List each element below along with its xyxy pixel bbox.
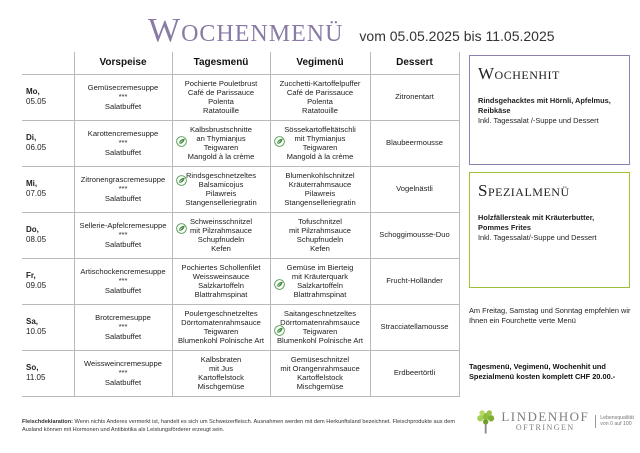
vegi-dish [271, 125, 370, 162]
dish-line: *** [118, 368, 128, 378]
dish-line: Polenta [208, 97, 234, 106]
fourchette-verte-leaf-icon [274, 325, 285, 336]
dish-line: Artischockencremesuppe [80, 267, 166, 277]
dish-line: mit Pilzrahmsauce [189, 225, 253, 235]
vegi-dish [271, 79, 370, 116]
dish-line: Salatbuffet [104, 285, 142, 295]
fourchette-verte-leaf-icon [274, 279, 285, 290]
dish-line: Kartoffelstock [198, 373, 244, 382]
logo-tagline [595, 415, 634, 428]
column-header-vorspeise: Vorspeise [74, 52, 172, 74]
dish-line: Dörrtomatenrahmsauce [181, 317, 261, 327]
dish-line: *** [118, 138, 128, 148]
table-row [22, 304, 459, 350]
fourchette-verte-leaf-icon [176, 136, 187, 147]
vegi-cell [270, 212, 370, 258]
dish-line: Salatbuffet [104, 147, 142, 157]
dish-line: mit Orangenrahmsauce [280, 363, 360, 373]
dish-line: Kräuterrahmsauce [288, 179, 352, 189]
vorspeise-dish [75, 175, 172, 203]
vegi-cell [270, 120, 370, 166]
dish-line: Café de Parissauce [187, 87, 255, 97]
tages-cell [172, 166, 270, 212]
dish-line: Teigwaren [302, 143, 338, 152]
day-name: Do, [26, 225, 39, 234]
tages-dish [173, 79, 270, 116]
day-cell [22, 350, 74, 396]
fourchette-verte-leaf-icon [176, 175, 187, 186]
dish-line: Ratatouille [302, 106, 338, 116]
tages-dish [173, 309, 270, 346]
dish-line: Brotcremesuppe [95, 313, 151, 323]
dish-line: Blumenkohl Polnische Art [276, 336, 364, 346]
dish-line: Schweinsschnitzel [189, 216, 253, 226]
vegi-dish [271, 263, 370, 300]
dessert-cell: Vogelnästli [370, 166, 459, 212]
day-name: So, [26, 363, 39, 372]
day-date: 10.05 [26, 327, 47, 336]
dish-line: Schupfnudeln [197, 235, 245, 244]
dish-line: Gemüse im Bierteig [286, 262, 354, 272]
table-row [22, 120, 459, 166]
menu-table [22, 52, 460, 397]
dish-line: Salatbuffet [104, 239, 142, 249]
vorspeise-dish [75, 83, 172, 111]
vorspeise-cell [74, 258, 172, 304]
dish-line: Café de Parissauce [286, 87, 354, 97]
dish-line: Poulетgeschnetzeltes [184, 308, 258, 318]
dish-line: Blattrahmspinat [194, 290, 248, 300]
lindenhof-logo [474, 404, 634, 438]
dish-line: *** [118, 322, 128, 332]
dish-line: Salatbuffet [104, 377, 142, 387]
dish-line: Stangenselleriegratin [185, 198, 257, 208]
dessert-cell: Zitronentart [370, 74, 459, 120]
dish-line: *** [118, 92, 128, 102]
vegi-cell [270, 350, 370, 396]
dish-line: Pochiertes Schollenfilet [181, 262, 261, 272]
day-cell [22, 258, 74, 304]
dish-line: Blumenkohl Polnische Art [177, 336, 265, 346]
dish-line: Blumenkohlschnitzel [285, 170, 355, 180]
logo-name: LINDENHOF [501, 408, 590, 424]
date-range: vom 05.05.2025 bis 11.05.2025 [359, 28, 555, 44]
column-header-dessert: Dessert [370, 52, 459, 74]
dish-line: Sellerie-Apfelcremesuppe [79, 221, 167, 231]
dessert-cell: Schoggimousse-Duo [370, 212, 459, 258]
dish-line: mit Kräuterquark [291, 271, 349, 281]
tages-dish [173, 355, 270, 392]
day-cell [22, 74, 74, 120]
wochenhit-title: Wochenhit [478, 64, 560, 83]
meat-declaration-label: Fleischdeklaration: [22, 419, 73, 425]
tages-dish [173, 217, 270, 254]
dish-line: Salatbuffet [104, 193, 142, 203]
dish-line: mit Pilzrahmsauce [288, 225, 352, 235]
dish-line: Karottencremesuppe [87, 129, 159, 139]
dish-line: Kalbsbraten [200, 354, 242, 364]
dish-line: an Thymianjus [196, 133, 246, 143]
dish-line: Mangold à la crème [286, 152, 354, 162]
table-row [22, 166, 459, 212]
dessert-cell: Blaubeermousse [370, 120, 459, 166]
dish-line: Weissweinsauce [192, 271, 250, 281]
tages-dish [173, 171, 270, 208]
dish-line: mit Jus [208, 363, 234, 373]
dish-line: Kartoffelstock [297, 373, 343, 382]
vegi-cell [270, 304, 370, 350]
meat-declaration [22, 419, 462, 434]
dish-line: Saitangeschnetzeltes [283, 308, 357, 318]
dish-line: Teigwaren [302, 327, 338, 336]
spezialmenu-title: Spezialmenü [478, 181, 570, 200]
vorspeise-dish [75, 221, 172, 249]
vegi-cell [270, 74, 370, 120]
vegi-dish [271, 355, 370, 392]
dish-line: Balsamicojus [198, 179, 244, 189]
dish-line: Mischgemüse [197, 382, 245, 392]
dish-line: Mangold à la crème [187, 152, 255, 162]
day-name: Sa, [26, 317, 39, 326]
tages-cell [172, 258, 270, 304]
dish-line: Schupfnudeln [296, 235, 344, 244]
vorspeise-cell [74, 304, 172, 350]
dessert-cell: Erdbeertörtli [370, 350, 459, 396]
dish-line: Zitronengrascremesuppe [80, 175, 166, 185]
header [148, 14, 555, 48]
day-date: 06.05 [26, 143, 47, 152]
dish-line: Tofuschnitzel [298, 216, 342, 226]
dish-line: Teigwaren [203, 143, 239, 152]
dessert-cell: Frucht-Holländer [370, 258, 459, 304]
vegi-cell [270, 166, 370, 212]
tages-cell [172, 350, 270, 396]
vorspeise-cell [74, 212, 172, 258]
tages-cell [172, 212, 270, 258]
day-date: 08.05 [26, 235, 47, 244]
fourchette-verte-leaf-icon [176, 223, 187, 234]
table-header-row [22, 52, 459, 74]
spezialmenu-body [478, 213, 621, 243]
page-title: Wochenmenü [148, 12, 344, 49]
day-name: Mo, [26, 87, 40, 96]
vorspeise-cell [74, 350, 172, 396]
vegi-dish [271, 171, 370, 208]
day-cell [22, 120, 74, 166]
logo-tagline-2: von 0 auf 100 [600, 421, 632, 427]
dish-line: Polenta [307, 97, 333, 106]
vegi-dish [271, 309, 370, 346]
price-info: Tagesmenü, Vegimenü, Wochenhit und Spezialmenü kosten komplett CHF 20.00.- [469, 362, 616, 381]
tages-dish [173, 125, 270, 162]
dish-line: Ratatouille [203, 106, 239, 116]
day-date: 05.05 [26, 97, 47, 106]
dish-line: *** [118, 184, 128, 194]
dish-line: Salatbuffet [104, 101, 142, 111]
dish-line: Sössekartoffeltätschli [284, 124, 356, 134]
vorspeise-dish [75, 313, 172, 341]
dish-line: Rindsgeschnetzeltes [185, 170, 257, 180]
day-cell [22, 304, 74, 350]
day-cell [22, 212, 74, 258]
wochenhit-body [478, 96, 621, 126]
dish-line: Kalbsbrustschnitte [189, 124, 253, 134]
dish-line: Salzkartoffeln [198, 281, 244, 290]
tages-cell [172, 304, 270, 350]
vegi-dish [271, 217, 370, 254]
fourchette-verte-leaf-icon [274, 136, 285, 147]
vorspeise-cell [74, 120, 172, 166]
dish-line: Weissweincremesuppe [84, 359, 162, 369]
wochenhit-box [469, 55, 630, 165]
dish-line: Stangenselleriegratin [284, 198, 356, 208]
dessert-cell: Stracciatellamousse [370, 304, 459, 350]
header-blank-cell [22, 52, 74, 74]
wochenhit-dish: Rindsgehacktes mit Hörnli, Apfelmus, Reibkäse [478, 96, 611, 115]
dish-line: Teigwaren [203, 327, 239, 336]
dish-line: Dörrtomatenrahmsauce [280, 317, 360, 327]
dish-line: Pilawreis [205, 189, 237, 198]
logo-sub: OFTRINGEN [515, 422, 575, 432]
tages-dish [173, 263, 270, 300]
dish-line: Salzkartoffeln [297, 281, 343, 290]
tree-logo-icon [474, 406, 497, 436]
day-date: 11.05 [26, 373, 46, 382]
day-cell [22, 166, 74, 212]
logo-tagline-1: Lebensqualität [600, 414, 634, 421]
vorspeise-cell [74, 166, 172, 212]
dish-line: Pochierte Pouletbrust [184, 78, 258, 88]
vegi-cell [270, 258, 370, 304]
dish-line: Zucchetti-Kartoffelpuffer [279, 78, 361, 88]
dish-line: *** [118, 276, 128, 286]
vorspeise-dish [75, 267, 172, 295]
meat-declaration-text: Wenn nichts Anderes vermerkt ist, handelt es sich um Schweizerfleisch. Ausnahmen werden mit dem Herkunftsland bezeichnet. Fleischprodukte aus dem Ausland können mit Hormonen und Antibiotika als Leistungsförderer erzeugt sein. [22, 419, 456, 433]
dish-line: *** [118, 230, 128, 240]
dish-line: Salatbuffet [104, 331, 142, 341]
day-name: Di, [26, 133, 37, 142]
table-row [22, 350, 459, 396]
dish-line: Pilawreis [304, 189, 336, 198]
day-date: 07.05 [26, 189, 47, 198]
spezialmenu-extra: Inkl. Tagessalat/-Suppe und Dessert [478, 233, 597, 242]
day-name: Mi, [26, 179, 38, 188]
fourchette-verte-info: Am Freitag, Samstag und Sonntag empfehlen wir Ihnen ein Fourchette verte Menü [469, 306, 631, 325]
dish-line: Kefen [211, 244, 231, 254]
tages-cell [172, 74, 270, 120]
spezialmenu-dish: Holzfällersteak mit Kräuterbutter, Pommes Frites [478, 213, 595, 232]
dish-line: Kefen [310, 244, 330, 254]
dish-line: mit Thymianjus [294, 133, 346, 143]
vorspeise-dish [75, 359, 172, 387]
table-row [22, 212, 459, 258]
column-header-vegimenu: Vegimenü [270, 52, 370, 74]
dish-line: Blattrahmspinat [293, 290, 347, 300]
dish-line: Gemüseschnitzel [290, 354, 350, 364]
spezialmenu-box [469, 172, 630, 288]
day-name: Fr, [26, 271, 36, 280]
logo-text [501, 410, 589, 433]
column-header-tagesmenu: Tagesmenü [172, 52, 270, 74]
vorspeise-dish [75, 129, 172, 157]
vorspeise-cell [74, 74, 172, 120]
wochenhit-extra: Inkl. Tagessalat /-Suppe und Dessert [478, 116, 599, 125]
table-row [22, 74, 459, 120]
dish-line: Gemüsecremesuppe [87, 83, 159, 93]
day-date: 09.05 [26, 281, 47, 290]
table-row [22, 258, 459, 304]
tages-cell [172, 120, 270, 166]
dish-line: Mischgemüse [296, 382, 344, 392]
